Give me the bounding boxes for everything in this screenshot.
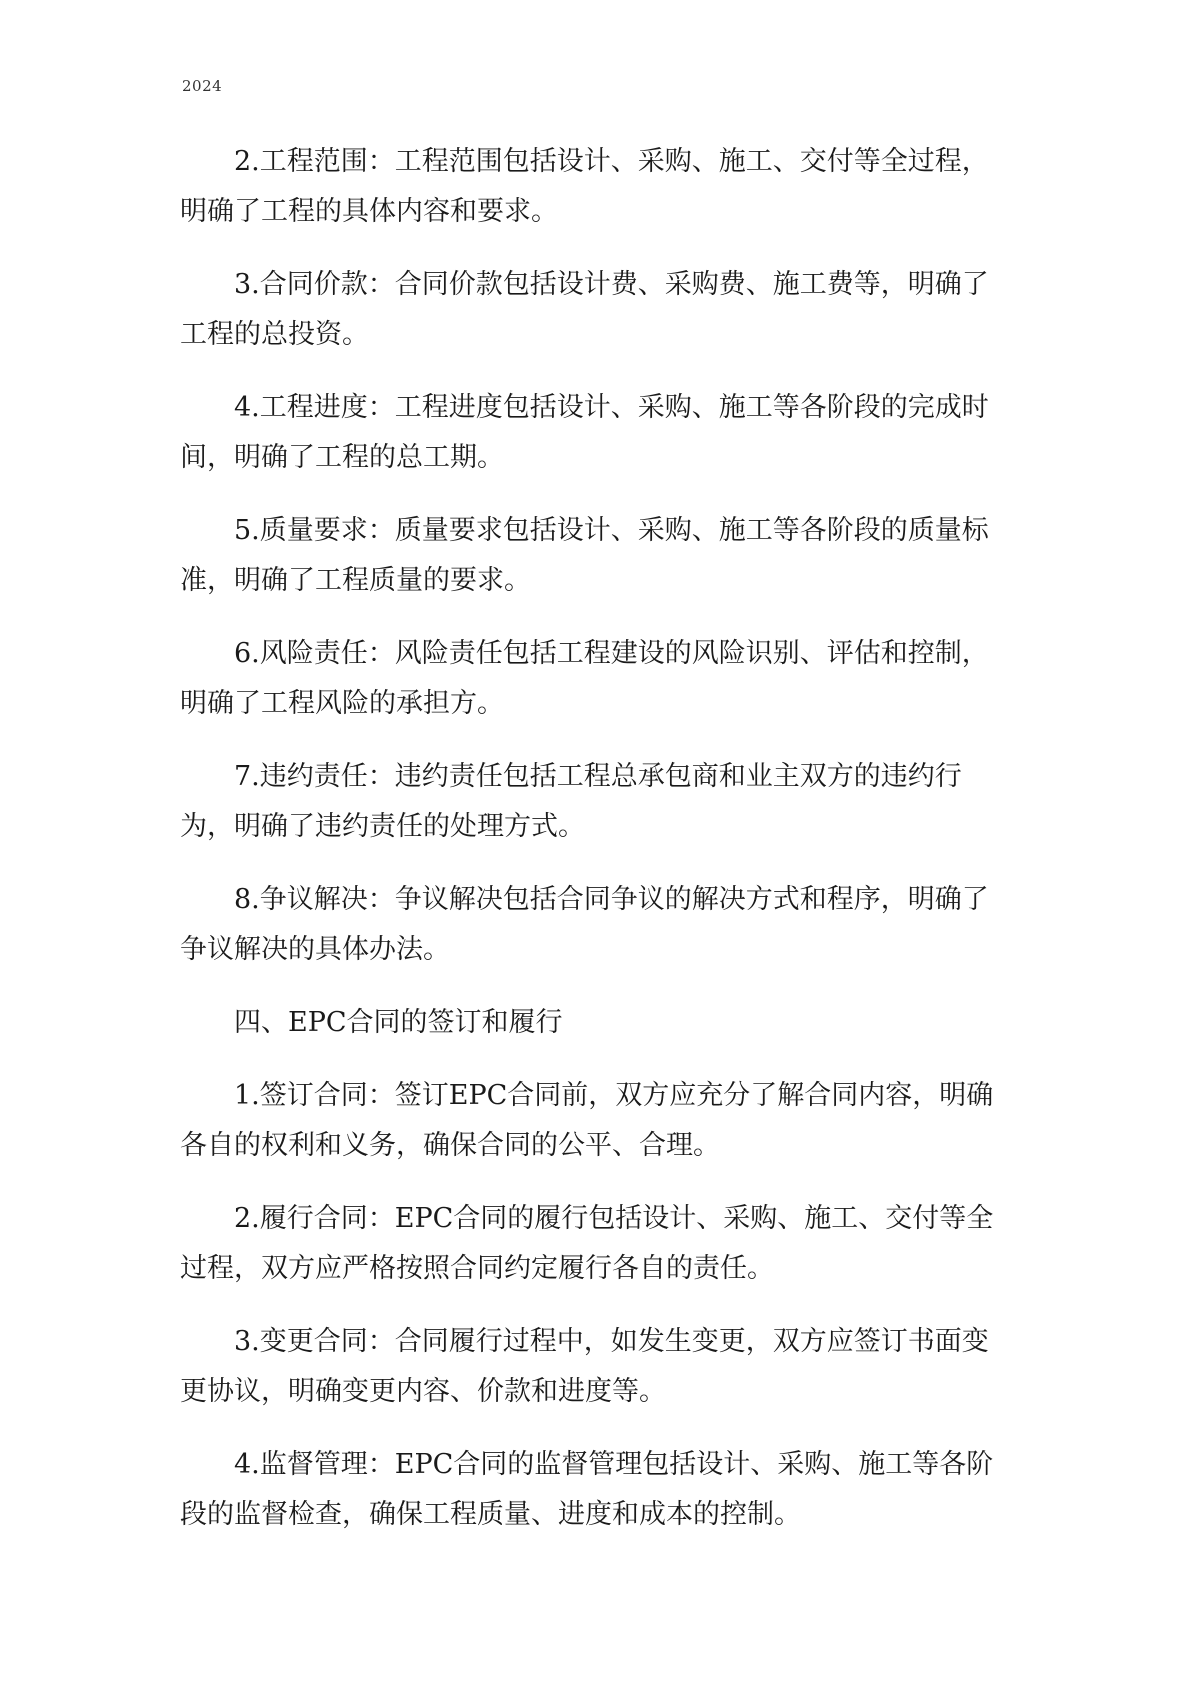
paragraph: 4.监督管理：EPC合同的监督管理包括设计、采购、施工等各阶段的监督检查，确保工程质量、进度和成本的控制。 — [180, 1449, 994, 1530]
paragraph: 4.工程进度：工程进度包括设计、采购、施工等各阶段的完成时间，明确了工程的总工期。 — [180, 392, 989, 473]
paragraph: 8.争议解决：争议解决包括合同争议的解决方式和程序，明确了争议解决的具体办法。 — [180, 884, 989, 965]
paragraph: 5.质量要求：质量要求包括设计、采购、施工等各阶段的质量标准，明确了工程质量的要求。 — [180, 515, 989, 596]
paragraph: 2.履行合同：EPC合同的履行包括设计、采购、施工、交付等全过程，双方应严格按照合同约定履行各自的责任。 — [180, 1203, 994, 1284]
section-heading: 四、EPC合同的签订和履行 — [234, 1007, 563, 1038]
paragraph: 7.违约责任：违约责任包括工程总承包商和业主双方的违约行为，明确了违约责任的处理方式。 — [180, 761, 962, 842]
paragraph: 3.变更合同：合同履行过程中，如发生变更，双方应签订书面变更协议，明确变更内容、价款和进度等。 — [180, 1326, 989, 1407]
paragraph: 3.合同价款：合同价款包括设计费、采购费、施工费等，明确了工程的总投资。 — [180, 269, 989, 350]
document-body — [180, 137, 1010, 1563]
paragraph: 6.风险责任：风险责任包括工程建设的风险识别、评估和控制，明确了工程风险的承担方。 — [180, 638, 989, 719]
paragraph: 1.签订合同：签订EPC合同前，双方应充分了解合同内容，明确各自的权利和义务，确保合同的公平、合理。 — [180, 1080, 994, 1161]
header-year: 2024 — [182, 77, 223, 95]
paragraph: 2.工程范围：工程范围包括设计、采购、施工、交付等全过程，明确了工程的具体内容和要求。 — [180, 146, 989, 227]
